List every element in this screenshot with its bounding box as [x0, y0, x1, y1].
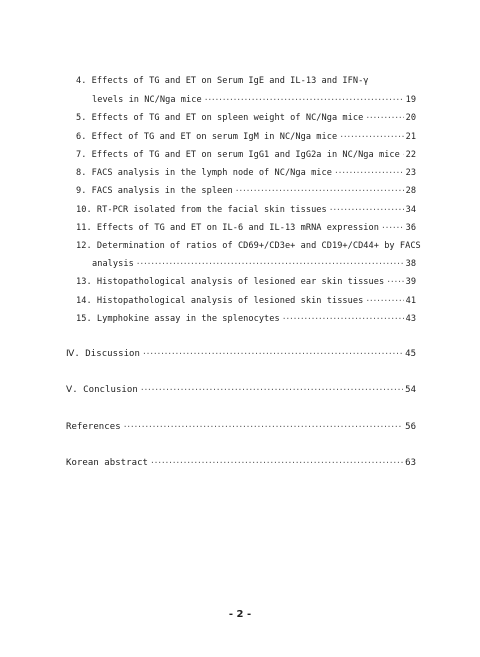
- leader-dots: [150, 457, 403, 469]
- leader-dots: [235, 185, 404, 197]
- leader-dots: [386, 276, 403, 288]
- toc-entry-label: 4. Effects of TG and ET on Serum IgE and IL-13 and IFN-γ: [76, 76, 369, 86]
- toc-entry-page: 43: [405, 314, 416, 324]
- leader-dots: [282, 313, 404, 325]
- toc-entry-label: Korean abstract: [66, 458, 149, 468]
- toc-entry-8: [76, 167, 416, 179]
- toc-entry-12-line2: [92, 258, 416, 270]
- leader-dots: [204, 94, 404, 106]
- toc-entry-label: Ⅳ. Discussion: [66, 349, 140, 359]
- toc-entry-page: 20: [405, 113, 416, 123]
- leader-dots: [123, 421, 403, 433]
- toc-entry-4-line2: [92, 94, 416, 106]
- toc-entry-4-line1: [76, 75, 416, 87]
- leader-dots: [381, 222, 404, 234]
- toc-entry-label: 14. Histopathological analysis of lesioned skin tissues: [76, 296, 364, 306]
- toc-entry-10: [76, 204, 416, 216]
- toc-entry-label: 5. Effects of TG and ET on spleen weight of NC/Nga mice: [76, 113, 364, 123]
- leader-dots: [329, 204, 404, 216]
- toc-entry-label: References: [66, 422, 121, 432]
- toc-entry-12-line1: [76, 240, 421, 252]
- toc-entry-label: 8. FACS analysis in the lymph node of NC/Nga mice: [76, 168, 332, 178]
- leader-dots: [142, 348, 403, 360]
- toc-entry-label: 9. FACS analysis in the spleen: [76, 186, 233, 196]
- toc-entry-page: 38: [405, 259, 416, 269]
- toc-entry-14: [76, 295, 416, 307]
- toc-entry-label: analysis: [92, 259, 134, 269]
- toc-entry-label: 6. Effect of TG and ET on serum IgM in NC/Nga mice: [76, 132, 338, 142]
- toc-entry-13: [76, 276, 416, 288]
- toc-entry-page: 34: [405, 205, 416, 215]
- toc-entry-15: [76, 313, 416, 325]
- toc-entry-label: levels in NC/Nga mice: [92, 95, 202, 105]
- leader-dots: [365, 112, 403, 124]
- toc-entry-page: 45: [405, 349, 416, 359]
- leader-dots: [365, 295, 403, 307]
- toc-entry-11: [76, 222, 416, 234]
- page-number: - 2 -: [228, 609, 252, 620]
- toc-entry-page: 28: [405, 186, 416, 196]
- leader-dots: [136, 258, 404, 270]
- toc-section-discussion: [66, 348, 416, 360]
- toc-entry-label: 11. Effects of TG and ET on IL-6 and IL-13 mRNA expression: [76, 223, 379, 233]
- toc-entry-page: 19: [405, 95, 416, 105]
- toc-section-conclusion: [66, 384, 416, 396]
- toc-entry-page: 54: [405, 385, 416, 395]
- toc-entry-page: 23: [405, 168, 416, 178]
- toc-section-references: [66, 421, 416, 433]
- toc-entry-label: Ⅴ. Conclusion: [66, 385, 138, 395]
- leader-dots: [140, 384, 403, 396]
- toc-entry-page: 21: [405, 132, 416, 142]
- toc-entry-label: 7. Effects of TG and ET on serum IgG1 and IgG2a in NC/Nga mice: [76, 150, 400, 160]
- toc-entry-7: [76, 149, 416, 161]
- toc-entry-label: 10. RT-PCR isolated from the facial skin tissues: [76, 205, 327, 215]
- toc-entry-9: [76, 185, 416, 197]
- toc-entry-label: 15. Lymphokine assay in the splenocytes: [76, 314, 280, 324]
- toc-entry-page: 39: [405, 277, 416, 287]
- toc-entry-6: [76, 131, 416, 143]
- leader-dots: [334, 167, 404, 179]
- leader-dots: [339, 131, 403, 143]
- toc-entry-page: 22: [405, 150, 416, 160]
- toc-entry-label: 12. Determination of ratios of CD69+/CD3e+ and CD19+/CD44+ by FACS: [76, 241, 421, 251]
- leader-dots: [402, 149, 404, 161]
- toc-entry-page: 36: [405, 223, 416, 233]
- toc-entry-page: 63: [405, 458, 416, 468]
- toc-entry-5: [76, 112, 416, 124]
- toc-entry-page: 56: [405, 422, 416, 432]
- toc-entry-page: 41: [405, 296, 416, 306]
- toc-entry-label: 13. Histopathological analysis of lesioned ear skin tissues: [76, 277, 385, 287]
- toc-section-korean-abstract: [66, 457, 416, 469]
